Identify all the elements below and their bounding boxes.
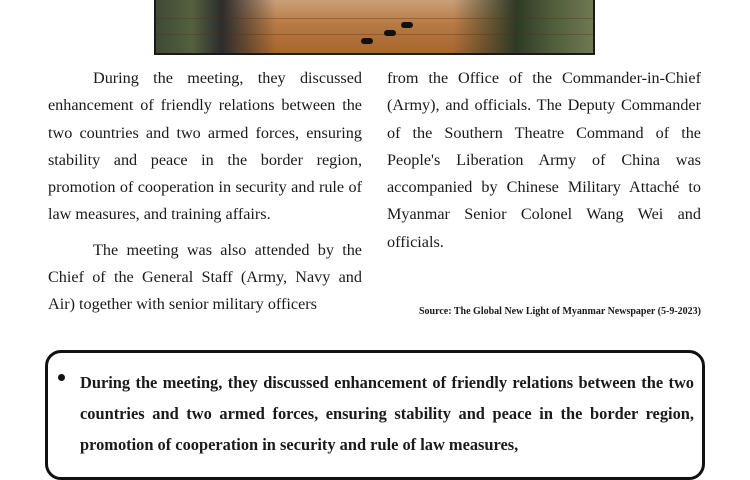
- photo-shoe: [361, 38, 373, 44]
- source-citation: Source: The Global New Light of Myanmar Newspaper (5-9-2023): [418, 306, 701, 317]
- floor-line: [156, 34, 593, 35]
- photo-right-attendees: [453, 0, 593, 55]
- meeting-photo: [154, 0, 595, 55]
- bullet-icon: [58, 374, 65, 381]
- highlight-bullet-item: During the meeting, they discussed enhancement of friendly relations between the two countries and two armed forces, ensuring stability and peace in the border region, promotion of cooperation in security and rule of law measures,: [80, 373, 694, 454]
- article-paragraph: The meeting was also attended by the Chief of the General Staff (Army, Navy and Air) together with senior military officers: [48, 240, 362, 314]
- photo-shoe: [384, 30, 396, 36]
- article-paragraph: During the meeting, they discussed enhancement of friendly relations between the two countries and two armed forces, ensuring stability and peace in the border region, promotion of cooperation in security and rule of law measures, and training affairs.: [48, 69, 362, 224]
- article-paragraph: from the Office of the Commander-in-Chief (Army), and officials. The Deputy Commander of the Southern Theatre Command of the People's Liberation Army of China was accompanied by Chinese Military Attaché to Myanmar Senior Colonel Wang Wei and officials.: [387, 69, 701, 251]
- article-right-column: [387, 65, 701, 256]
- article-left-column: [48, 65, 362, 319]
- photo-left-attendees: [156, 0, 276, 55]
- floor-line: [156, 18, 593, 19]
- photo-shoe: [401, 22, 413, 28]
- highlight-box: [45, 350, 705, 480]
